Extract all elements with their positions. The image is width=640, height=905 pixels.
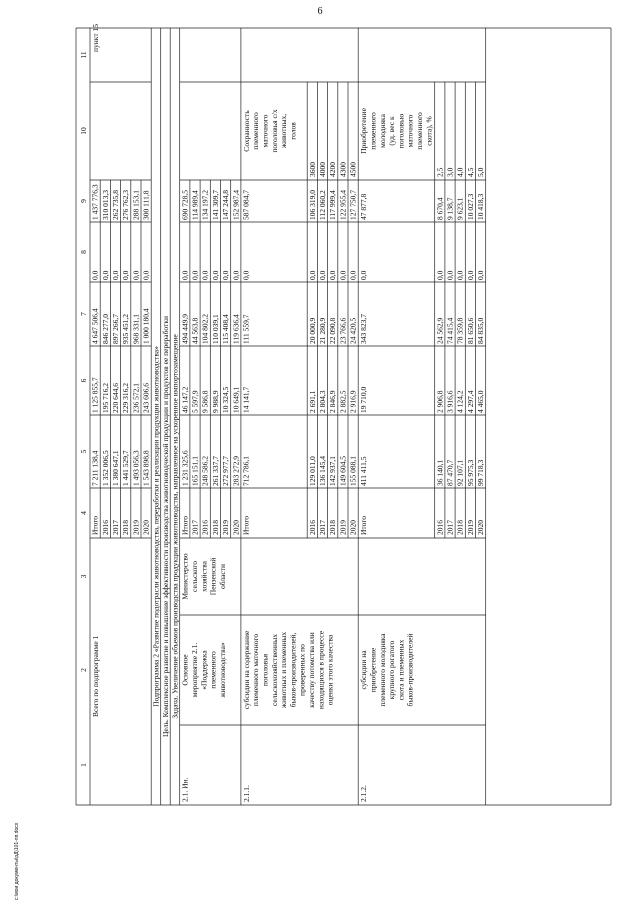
- block-row-year: 2018: [455, 520, 465, 535]
- block-row-indicator-value: 4,5: [465, 167, 475, 177]
- block-name-line: проверенных по: [297, 644, 307, 696]
- block-row-value: 0,0: [465, 270, 475, 280]
- block-row-indicator-value: 4500: [348, 162, 358, 177]
- block-row-value: 147 244,8: [221, 190, 231, 220]
- block-indicator-line: животных,: [279, 113, 289, 149]
- block-row-value: 115 408,4: [221, 314, 231, 344]
- block-indicator-line: Сохранность: [241, 110, 251, 152]
- block-row-value: 2 804,3: [318, 390, 327, 413]
- block-row-value: 0,0: [190, 270, 200, 280]
- column-number-9: 9: [79, 199, 88, 203]
- total-row-value: 236 572,1: [131, 383, 141, 413]
- block-row-value: 411 411,5: [358, 456, 368, 486]
- block-row-year: 2016: [435, 520, 445, 535]
- block-row-value: 9 138,7: [445, 197, 455, 220]
- block-row-value: 283 272,9: [231, 456, 241, 486]
- block-row-value: 141 309,7: [210, 190, 220, 220]
- block-row-value: 343 823,7: [358, 314, 368, 344]
- block-row-value: 9 586,8: [200, 390, 210, 413]
- block-row-value: 129 011,0: [307, 456, 317, 486]
- block-row-value: 0,0: [338, 270, 348, 280]
- block-row-value: 10 649,1: [231, 386, 241, 413]
- block-row-value: 2 916,9: [348, 390, 358, 413]
- block-indicator-line: племенного: [368, 112, 378, 150]
- column-number-3: 3: [79, 574, 88, 579]
- block-name-line: качеству потомства или: [307, 632, 316, 708]
- block-indicator-line: поголовью: [396, 113, 406, 149]
- block-name-line: Основное: [180, 654, 190, 686]
- block-row-value: 20 000,9: [307, 317, 317, 344]
- block-row-value: 21 280,9: [318, 317, 327, 344]
- total-row-value: 0,0: [121, 270, 131, 280]
- block-name-line: приобретение: [368, 647, 378, 693]
- block-row-value: 10 418,3: [476, 193, 486, 220]
- block-row-value: 0,0: [180, 270, 190, 280]
- block-name-line: сельскохозяйственных: [269, 634, 279, 706]
- block-row-value: 9 988,9: [210, 390, 220, 413]
- block-row-value: 272 977,7: [221, 456, 231, 486]
- block-row-value: 261 337,7: [210, 456, 220, 486]
- file-path-text: c:\мои документы\рД\101-пп.docx: [14, 822, 20, 900]
- block-name-line: «Поддержка: [199, 650, 209, 690]
- column-number-2: 2: [79, 668, 88, 672]
- block-row-value: 112 060,2: [318, 190, 327, 220]
- block-row-value: 110 039,1: [210, 314, 220, 344]
- block-row-value: 165 151,1: [190, 456, 200, 486]
- total-row-year: 2019: [131, 520, 141, 535]
- total-row-value: 0,0: [141, 270, 151, 280]
- block-row-value: 142 937,1: [328, 456, 338, 486]
- block-indicator-line: поголовья с/х: [269, 109, 279, 153]
- block-row-value: 0,0: [200, 270, 210, 280]
- column-number-7: 7: [79, 312, 88, 316]
- block-row-indicator-value: 2,5: [435, 167, 445, 177]
- block-row-indicator-value: 3,0: [445, 167, 455, 177]
- block-row-value: 5 597,9: [190, 390, 200, 413]
- block-row-value: 81 650,6: [465, 317, 475, 344]
- block-row-value: 36 140,1: [435, 459, 445, 486]
- block-row-value: 136 145,4: [318, 456, 327, 486]
- block-row-indicator-value: 3600: [307, 162, 317, 177]
- total-row-year: 2017: [111, 520, 120, 535]
- block-row-value: 712 786,1: [241, 456, 251, 486]
- subheader-2: Цель. Комплексное развитие и повышение эффективности производства животноводческой продукции и продуктов ее переработки: [161, 315, 171, 738]
- total-row-note: пункт 15: [91, 24, 100, 52]
- block-row-year: Итого: [180, 516, 190, 535]
- block-row-value: 19 710,0: [358, 386, 368, 413]
- total-row-value: 0,0: [100, 270, 110, 280]
- block-name-line: мероприятие 2.1.: [190, 642, 199, 698]
- block-row-value: 99 718,3: [476, 459, 486, 486]
- total-row-year: 2020: [141, 520, 151, 535]
- total-row-year: 2016: [100, 520, 110, 535]
- column-number-1: 1: [79, 763, 88, 767]
- block-row-value: 0,0: [241, 270, 251, 280]
- total-row-value: 262 735,8: [111, 190, 120, 220]
- block-row-value: 46 147,2: [180, 386, 190, 413]
- total-row-value: 1 125 855,7: [90, 377, 100, 413]
- block-name-line: быков-производителей: [405, 633, 415, 707]
- subheader-1: Подпрограмма 2 «Развитие подотрасли животноводства, переработки и реализации продукции животноводства»: [151, 346, 161, 707]
- block-name-line: находящихся в процессе: [316, 630, 326, 710]
- block-row-indicator-value: 4300: [338, 162, 348, 177]
- total-row-value: 1 352 006,5: [100, 450, 110, 486]
- block-row-value: 134 197,2: [200, 190, 210, 220]
- block-row-value: 0,0: [348, 270, 358, 280]
- total-row-label: Всего по подпрограмме 1: [91, 635, 100, 717]
- total-row-value: 7 211 138,4: [90, 450, 100, 486]
- block-row-year: 2018: [328, 520, 338, 535]
- block-row-value: 4 297,4: [465, 390, 475, 413]
- block-row-value: 24 562,9: [435, 317, 445, 344]
- block-row-value: 9 623,1: [455, 197, 465, 220]
- block-name-line: племенного молодняка: [377, 633, 387, 707]
- block-row-indicator-value: 4200: [328, 162, 338, 177]
- block-row-value: 0,0: [476, 270, 486, 280]
- block-row-value: 10 324,5: [221, 386, 231, 413]
- block-row-value: 95 975,3: [465, 459, 475, 486]
- total-row-value: 276 762,3: [121, 190, 131, 220]
- total-row-value: 935 451,2: [121, 314, 131, 344]
- block-row-value: 24 420,5: [348, 317, 358, 344]
- block-row-year: 2018: [210, 520, 220, 535]
- subheader-3: Задача. Увеличение объемов производства продукции животноводства, направленное на ускоренное импортозамещение: [170, 334, 180, 719]
- total-row-year: 2018: [121, 520, 131, 535]
- block-row-value: 0,0: [328, 270, 338, 280]
- block-row-value: 122 955,4: [338, 190, 348, 220]
- block-executor-line: Пензенской: [208, 557, 218, 596]
- block-row-value: 587 084,7: [241, 190, 251, 220]
- total-row-value: 4 647 506,4: [90, 308, 100, 344]
- block-row-value: 117 999,4: [328, 190, 338, 220]
- block-indicator-line: молодняка: [377, 114, 387, 148]
- block-row-value: 0,0: [358, 270, 368, 280]
- block-row-value: 494 449,9: [180, 314, 190, 344]
- block-name-line: животноводства»: [217, 642, 227, 698]
- block-row-year: Итого: [358, 516, 368, 535]
- total-row-value: 1 543 898,8: [141, 450, 151, 486]
- block-executor-line: сельского: [190, 561, 199, 592]
- block-row-year: 2020: [348, 520, 358, 535]
- block-row-year: 2019: [338, 520, 348, 535]
- block-executor-line: хозяйства: [199, 560, 209, 593]
- block-row-value: 22 090,8: [328, 317, 338, 344]
- block-executor-line: области: [217, 563, 227, 590]
- block-name-line: быков-производителей,: [288, 632, 298, 708]
- column-number-8: 8: [79, 250, 88, 254]
- block-number-2.1. Ин.: 2.1. Ин.: [180, 777, 190, 802]
- block-row-value: 3 916,6: [445, 390, 455, 413]
- column-number-4: 4: [79, 511, 88, 515]
- block-row-value: 92 107,1: [455, 459, 465, 486]
- total-row-value: 897 266,7: [111, 314, 120, 344]
- block-row-year: 2016: [200, 520, 210, 535]
- block-indicator-line: Приобретение: [359, 108, 369, 154]
- total-row-value: 300 111,8: [141, 190, 151, 220]
- total-row-value: 1 493 056,3: [131, 450, 141, 486]
- total-row-value: 0,0: [131, 270, 141, 280]
- block-row-value: 106 319,0: [307, 190, 317, 220]
- block-row-value: 0,0: [445, 270, 455, 280]
- block-row-year: 2017: [190, 520, 200, 535]
- block-row-value: 47 877,8: [358, 193, 368, 220]
- block-row-value: 690 728,5: [180, 190, 190, 220]
- block-row-value: 4 465,0: [476, 390, 486, 413]
- block-row-year: 2020: [231, 520, 241, 535]
- block-indicator-line: маточного: [260, 114, 270, 148]
- block-row-value: 8 670,4: [435, 197, 445, 220]
- block-indicator-line: (уд. вес к: [387, 116, 397, 146]
- block-name-line: племенного маточного: [251, 633, 261, 707]
- block-row-indicator-value: 5,0: [476, 167, 486, 177]
- block-row-year: 2019: [465, 520, 475, 535]
- block-name-line: крупного рогатого: [387, 640, 397, 700]
- block-row-value: 0,0: [221, 270, 231, 280]
- total-row-value: 0,0: [90, 270, 100, 280]
- block-row-indicator-value: 4000: [318, 162, 327, 177]
- block-indicator-line: племенного: [251, 112, 261, 150]
- block-row-value: 0,0: [307, 270, 317, 280]
- block-row-value: 2 691,1: [307, 390, 317, 413]
- block-row-value: 152 987,4: [231, 190, 241, 220]
- block-row-value: 0,0: [231, 270, 241, 280]
- total-row-value: 195 716,2: [100, 383, 110, 413]
- block-row-value: 14 141,7: [241, 386, 251, 413]
- block-row-value: 4 124,2: [455, 390, 465, 413]
- block-row-value: 104 802,2: [200, 314, 210, 344]
- total-row-value: 288 153,1: [131, 190, 141, 220]
- total-row-value: 310 013,3: [100, 190, 110, 220]
- block-row-year: 2016: [307, 520, 317, 535]
- block-row-value: 1 231 325,6: [180, 450, 190, 486]
- block-row-value: 23 766,6: [338, 317, 348, 344]
- file-path-footer: [14, 822, 36, 900]
- block-row-value: 87 470,7: [445, 459, 455, 486]
- block-indicator-line: голов: [288, 122, 298, 140]
- block-name-line: животных и племенных: [279, 631, 289, 709]
- block-name-line: оценки этого качества: [325, 634, 335, 706]
- block-number-2.1.1.: 2.1.1.: [241, 785, 251, 802]
- total-row-value: 968 331,1: [131, 314, 141, 344]
- total-row-value: 1 000 180,4: [141, 308, 151, 344]
- column-number-11: 11: [79, 51, 88, 59]
- block-row-value: 0,0: [455, 270, 465, 280]
- block-indicator-line: скота), %: [424, 116, 434, 146]
- block-row-value: 149 604,5: [338, 456, 348, 486]
- block-row-year: Итого: [241, 516, 251, 535]
- total-row-value: 220 644,6: [111, 383, 120, 413]
- block-row-value: 84 835,0: [476, 317, 486, 344]
- block-indicator-line: племенного: [415, 112, 424, 150]
- block-number-2.1.2.: 2.1.2.: [359, 785, 369, 802]
- total-row-value: 243 606,6: [141, 383, 151, 413]
- block-name-line: племенного: [208, 651, 218, 689]
- column-number-6: 6: [79, 378, 88, 383]
- block-row-value: 0,0: [210, 270, 220, 280]
- block-row-value: 78 359,8: [455, 317, 465, 344]
- block-row-value: 2 906,8: [435, 390, 445, 413]
- block-row-value: 119 636,4: [231, 314, 241, 344]
- block-row-value: 114 989,4: [190, 190, 200, 220]
- block-name-line: поголовья: [260, 653, 270, 687]
- block-indicator-line: маточного: [405, 114, 415, 148]
- block-name-line: субсидии на: [359, 650, 369, 690]
- column-number-5: 5: [79, 449, 88, 454]
- total-row-value: 1 380 647,1: [111, 450, 120, 486]
- total-row-value: 0,0: [111, 270, 120, 280]
- block-row-value: 74 415,4: [445, 317, 455, 344]
- block-row-value: 2 846,9: [328, 390, 338, 413]
- block-row-value: 44 563,8: [190, 317, 200, 344]
- block-row-year: 2020: [476, 520, 486, 535]
- block-row-value: 0,0: [435, 270, 445, 280]
- block-row-year: 2017: [318, 520, 327, 535]
- total-row-value: 1 437 776,3: [90, 184, 100, 220]
- block-row-value: 0,0: [318, 270, 327, 280]
- block-row-value: 111 559,7: [241, 314, 251, 344]
- total-row-year: Итого: [90, 516, 100, 535]
- total-row-value: 229 316,2: [121, 383, 131, 413]
- total-row-value: 846 277,0: [100, 314, 110, 344]
- block-row-year: 2019: [221, 520, 231, 535]
- block-name-line: скота и племенных: [396, 639, 406, 701]
- block-row-value: 248 586,2: [200, 456, 210, 486]
- block-row-value: 155 088,1: [348, 456, 358, 486]
- block-row-value: 2 882,5: [338, 390, 348, 413]
- page-number: 6: [317, 6, 323, 17]
- block-row-year: 2017: [445, 520, 455, 535]
- column-number-10: 10: [79, 127, 88, 135]
- block-row-indicator-value: 4,0: [455, 167, 465, 177]
- block-row-value: 127 750,7: [348, 190, 358, 220]
- block-name-line: субсидии на содержание: [241, 630, 251, 710]
- total-row-value: 1 441 529,7: [121, 450, 131, 486]
- block-executor-line: Министерство: [180, 553, 190, 600]
- block-row-value: 10 027,3: [465, 193, 475, 220]
